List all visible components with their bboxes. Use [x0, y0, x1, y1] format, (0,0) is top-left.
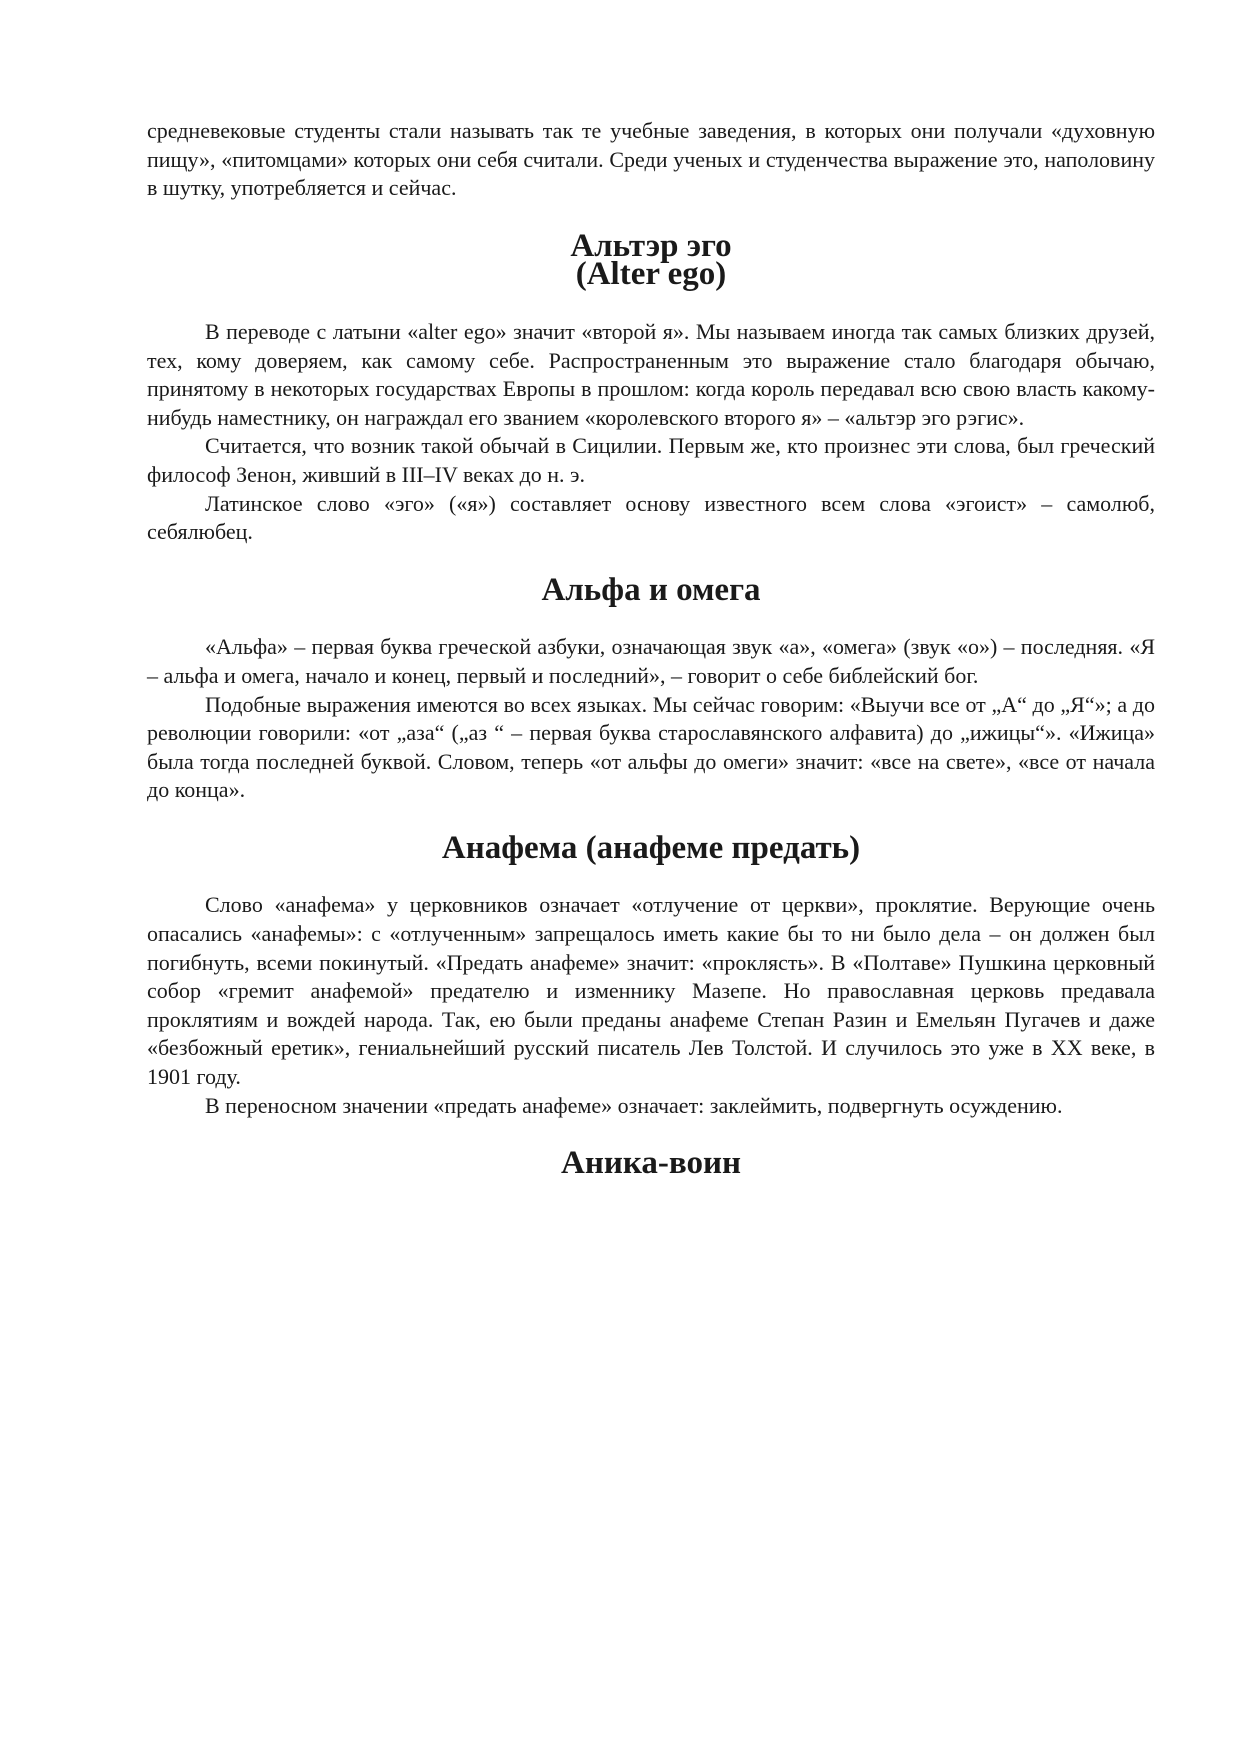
- section-alter-ego: [147, 227, 1155, 547]
- section-heading: [147, 829, 1155, 866]
- section-heading: [147, 227, 1155, 293]
- heading-line: Альтэр эго: [570, 227, 732, 264]
- heading-line: (Alter ego): [575, 256, 727, 293]
- paragraph: Слово «анафема» у церковников означает «отлучение от церкви», проклятие. Верующие очень опасались «анафемы»: с «отлученным» запрещалось иметь какие бы то ни было дела – он должен был погибнуть, всеми покинутый. «Предать анафеме» значит: «проклясть». В «Полтаве» Пушкина церковный собор «гремит анафемой» предателю и изменнику Мазепе. Но православная церковь предавала проклятиям и вождей народа. Так, ею были преданы анафеме Степан Разин и Емельян Пугачев и даже «безбожный еретик», гениальнейший русский писатель Лев Толстой. И случилось это уже в XX веке, в 1901 году.: [147, 892, 1155, 1090]
- document-page: [147, 117, 1155, 1182]
- final-heading: Аника-воин: [561, 1145, 741, 1182]
- section-heading: [147, 571, 1155, 608]
- paragraph: В переносном значении «предать анафеме» означает: заклеймить, подвергнуть осуждению.: [205, 1092, 1063, 1118]
- paragraph: Считается, что возник такой обычай в Сицилии. Первым же, кто произнес эти слова, был греческий философ Зенон, живший в III–IV веках до н. э.: [147, 433, 1155, 487]
- paragraph: «Альфа» – первая буква греческой азбуки, означающая звук «а», «омега» (звук «о») – последняя. «Я – альфа и омега, начало и конец, первый и последний», – говорит о себе библейский бог.: [147, 634, 1155, 688]
- paragraph: Латинское слово «эго» («я») составляет основу известного всем слова «эгоист» – самолюб, себялюбец.: [147, 490, 1155, 545]
- paragraph: В переводе с латыни «alter ego» значит «второй я». Мы называем иногда так самых близких друзей, тех, кому доверяем, как самому себе. Распространенным это выражение стало благодаря обычаю, принятому в некоторых государствах Европы в прошлом: когда король передавал всю свою власть какому-нибудь наместнику, он награждал его званием «королевского второго я» – «альтэр эго рэгис».: [147, 318, 1155, 430]
- paragraph: Подобные выражения имеются во всех языках. Мы сейчас говорим: «Выучи все от „А“ до „Я“»; а до революции говорили: «от „аза“ („аз “ – первая буква старославянского алфавита) до „ижицы“». «Ижица» была тогда последней буквой. Словом, теперь «от альфы до омеги» значит: «все на свете», «все от начала до конца».: [147, 691, 1155, 803]
- section-alpha-omega: [147, 571, 1155, 805]
- heading-line: Альфа и омега: [541, 571, 761, 608]
- heading-line: Анафема (анафеме предать): [441, 829, 861, 866]
- section-anathema: [147, 829, 1155, 1120]
- intro-paragraph: средневековые студенты стали называть так те учебные заведения, в которых они получали «духовную пищу», «питомцами» которых они себя считали. Среди ученых и студенчества выражение это, наполовину в шутку, употребляется и сейчас.: [147, 118, 1155, 201]
